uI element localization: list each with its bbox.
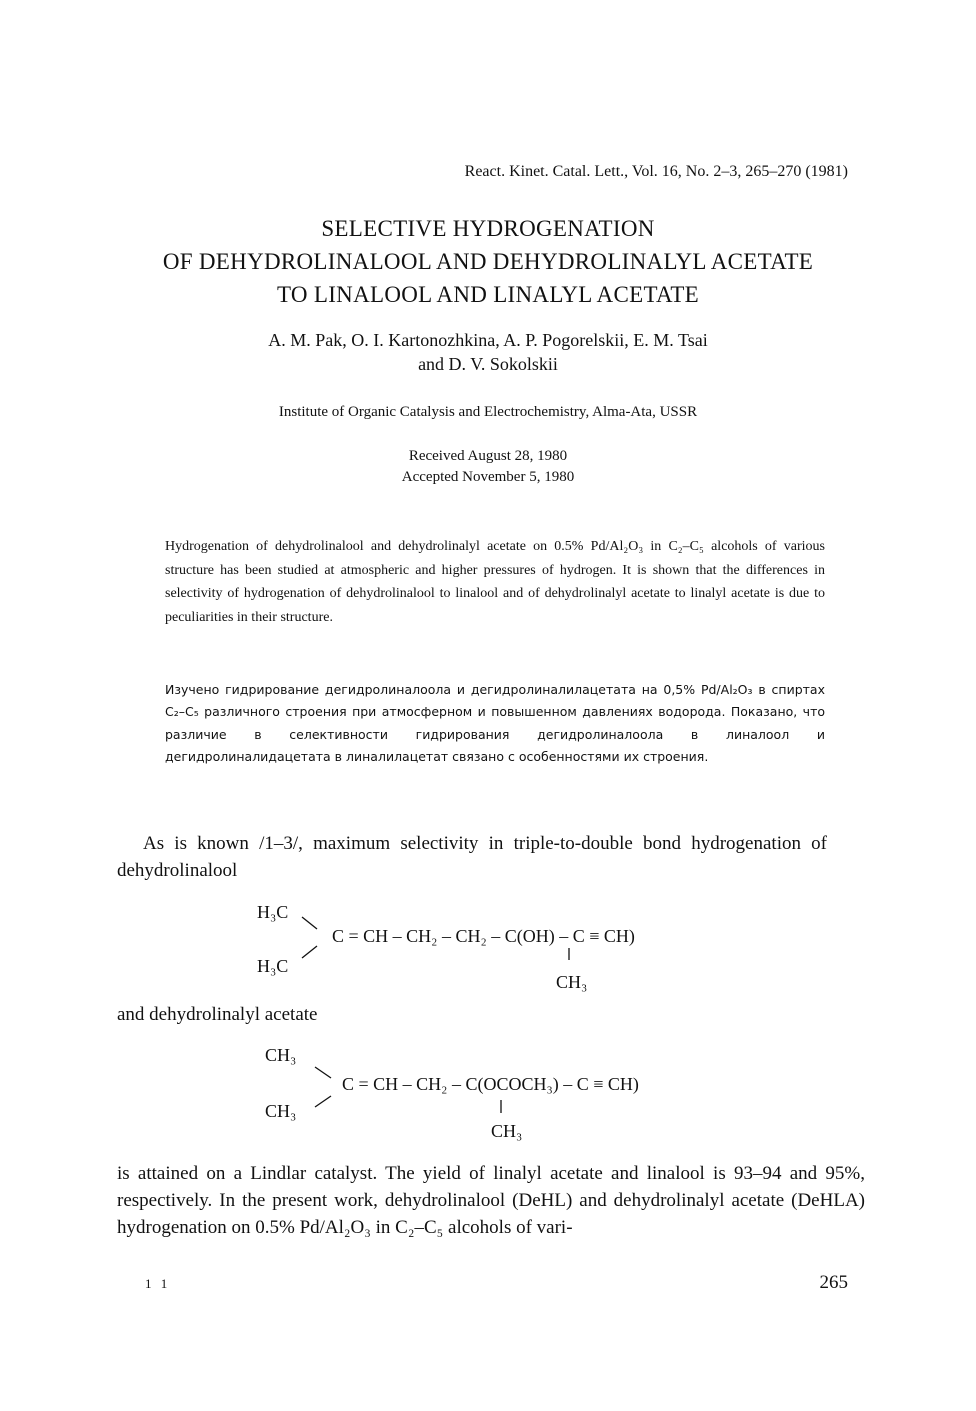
methyl-group-bottom: CH₃ xyxy=(265,1101,297,1121)
page-number: 265 xyxy=(819,1272,848,1293)
paper-title xyxy=(0,212,976,311)
title-line-3: TO LINALOOL AND LINALYL ACETATE xyxy=(276,282,700,307)
methyl-group-top: H₃C xyxy=(257,902,289,922)
title-line-2: OF DEHYDROLINALOOL AND DEHYDROLINALYL ACETATE xyxy=(162,249,814,274)
body-paragraph-2: and dehydrolinalyl acetate xyxy=(117,1004,318,1025)
abstract-russian: Изучено гидрирование дегидролиналоола и дегидролиналилацетата на 0,5% Pd/Al₂O₃ в спиртах C₂–C₅ различного строения при атмосферном и повышенном давлениях водорода. Показано, что различие в селективности гидрирования дегидролиналоола в линалоол и дегидролиналидацетата в линалилацетат связано с особенностями их строения. xyxy=(165,682,825,765)
methyl-group-top: CH₃ xyxy=(265,1045,297,1065)
methyl-group-bottom: H₃C xyxy=(257,956,289,976)
submission-dates xyxy=(0,446,976,488)
author-list xyxy=(0,328,976,376)
accepted-date: Accepted November 5, 1980 xyxy=(401,469,575,485)
main-chain: C = CH – CH₂ – C(OCOCH₃) – C ≡ CH) xyxy=(342,1074,639,1094)
journal-reference: React. Kinet. Catal. Lett., Vol. 16, No. 2–3, 265–270 (1981) xyxy=(464,163,848,180)
title-line-1: SELECTIVE HYDROGENATION xyxy=(321,216,655,241)
abstract-english: Hydrogenation of dehydrolinalool and dehydrolinalyl acetate on 0.5% Pd/Al₂O₃ in C₂–C₅ alcohols of various structure has been studied at atmospheric and higher pressures of hydrogen. It is shown that the differences in selectivity of hydrogenation of dehydrolinalool to linalool and of dehydrolinalyl acetate to linalyl acetate is due to peculiarities in their structure. xyxy=(165,539,825,625)
methyl-branch: CH₃ xyxy=(491,1121,523,1141)
formula-dehydrolinalyl-acetate xyxy=(265,1045,725,1145)
main-chain: C = CH – CH₂ – CH₂ – C(OH) – C ≡ CH) xyxy=(332,926,635,946)
footer-signature-mark: 1 1 xyxy=(145,1276,171,1291)
authors-line-2: and D. V. Sokolskii xyxy=(418,354,558,374)
methyl-branch: CH₃ xyxy=(556,972,588,992)
authors-line-1: A. M. Pak, O. I. Kartonozhkina, A. P. Pogorelskii, E. M. Tsai xyxy=(268,330,708,350)
affiliation: Institute of Organic Catalysis and Electrochemistry, Alma-Ata, USSR xyxy=(278,404,698,420)
formula-bonds xyxy=(255,900,725,995)
body-paragraph-3: is attained on a Lindlar catalyst. The yield of linalyl acetate and linalool is 93–94 and 95%, respectively. In the present work, dehydrolinalool (DeHL) and dehydrolinalyl acetate (DeHLA) hydrogenation on 0.5% Pd/Al₂O₃ in C₂–C₅ alcohols of vari- xyxy=(117,1163,865,1238)
body-paragraph-1: As is known /1–3/, maximum selectivity in triple-to-double bond hydrogenation of dehydrolinalool xyxy=(117,833,827,881)
received-date: Received August 28, 1980 xyxy=(408,448,568,464)
formula-dehydrolinalool xyxy=(255,900,725,995)
